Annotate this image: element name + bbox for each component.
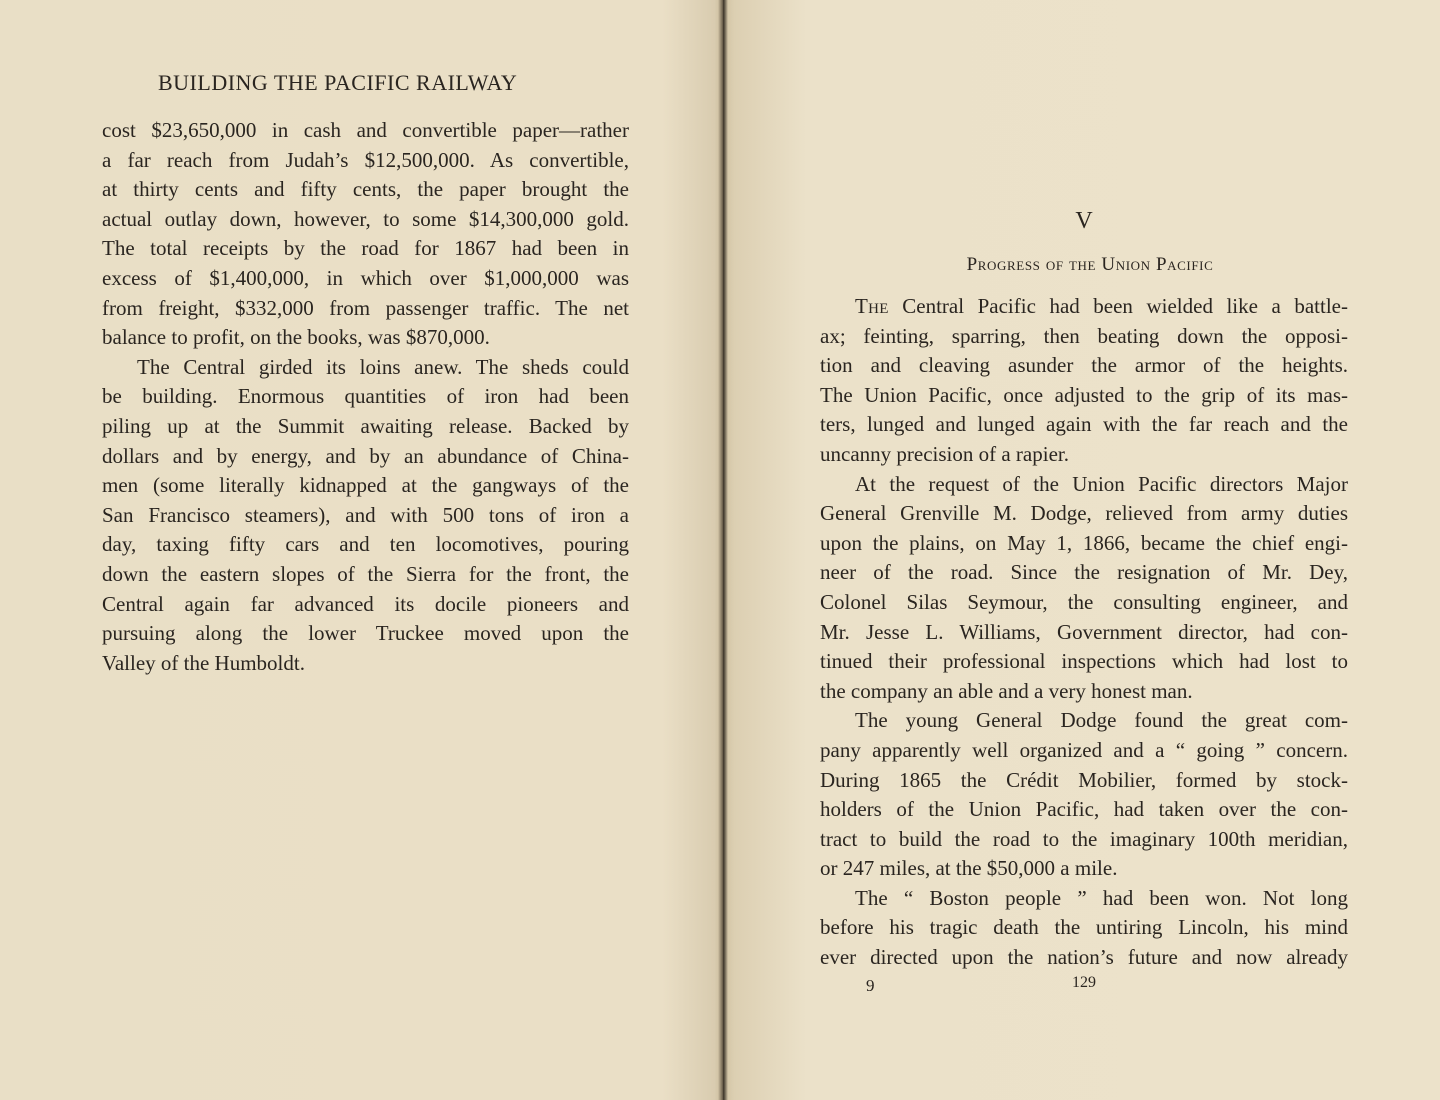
- text-line: Colonel Silas Seymour, the consulting engineer, and: [820, 589, 1348, 614]
- text-line: upon the plains, on May 1, 1866, became the chief engi-: [820, 530, 1348, 555]
- right-page-text: [820, 292, 1348, 973]
- text-line: San Francisco steamers), and with 500 tons of iron a: [102, 502, 629, 527]
- text-line: tract to build the road to the imaginary 100th meridian,: [820, 826, 1348, 851]
- text-line: actual outlay down, however, to some $14,300,000 gold.: [102, 206, 629, 231]
- text-line: [820, 292, 1348, 322]
- text-line: Mr. Jesse L. Williams, Government director, had con-: [820, 619, 1348, 644]
- text-line: holders of the Union Pacific, had taken over the con-: [820, 797, 1348, 822]
- text-line: The young General Dodge found the great com-: [855, 708, 1348, 733]
- text-line: or 247 miles, at the $50,000 a mile.: [820, 856, 1118, 881]
- text-line: the company an able and a very honest man.: [820, 678, 1193, 703]
- text-line: Valley of the Humboldt.: [102, 650, 305, 675]
- left-page: [0, 0, 718, 1100]
- text-line: ters, lunged and lunged again with the far reach and the: [820, 412, 1348, 437]
- text-line: ax; feinting, sparring, then beating down the opposi-: [820, 323, 1348, 348]
- chapter-numeral-text: V: [1075, 208, 1093, 234]
- text-line: tinued their professional inspections which had lost to: [820, 649, 1348, 674]
- text-line: men (some literally kidnapped at the gangways of the: [102, 473, 629, 498]
- text-line: excess of $1,400,000, in which over $1,000,000 was: [102, 265, 629, 290]
- text-line: pursuing along the lower Truckee moved upon the: [102, 621, 629, 646]
- running-head: BUILDING THE PACIFIC RAILWAY: [158, 70, 518, 95]
- text-line: The Central girded its loins anew. The sheds could: [137, 354, 629, 379]
- right-page: [728, 0, 1440, 1100]
- text-line: a far reach from Judah’s $12,500,000. As convertible,: [102, 147, 629, 172]
- text-line: During 1865 the Crédit Mobilier, formed by stock-: [820, 767, 1348, 792]
- text-line: dollars and by energy, and by an abundance of China-: [102, 443, 629, 468]
- text-line: be building. Enormous quantities of iron had been: [102, 384, 629, 409]
- book-gutter: [718, 0, 728, 1100]
- text-line: tion and cleaving asunder the armor of the heights.: [820, 353, 1348, 378]
- text-line: piling up at the Summit awaiting release. Backed by: [102, 413, 629, 438]
- text-line: General Grenville M. Dodge, relieved from army duties: [820, 501, 1348, 526]
- signature-mark: 9: [866, 976, 875, 995]
- line-text: Central Pacific had been wielded like a battle-: [888, 294, 1348, 318]
- text-line: neer of the road. Since the resignation of Mr. Dey,: [820, 560, 1348, 585]
- text-line: ever directed upon the nation’s future and now already: [820, 945, 1348, 970]
- chapter-numeral: [728, 208, 1440, 235]
- text-line: The “ Boston people ” had been won. Not long: [855, 885, 1348, 910]
- text-line: The total receipts by the road for 1867 had been in: [102, 236, 629, 261]
- text-line: down the eastern slopes of the Sierra for the front, the: [102, 561, 629, 586]
- text-line: balance to profit, on the books, was $870,000.: [102, 325, 490, 350]
- text-line: The Union Pacific, once adjusted to the grip of its mas-: [820, 382, 1348, 407]
- text-line: at thirty cents and fifty cents, the paper brought the: [102, 177, 629, 202]
- text-line: day, taxing fifty cars and ten locomotives, pouring: [102, 532, 629, 557]
- text-line: pany apparently well organized and a “ going ” concern.: [820, 737, 1348, 762]
- page-number: 129: [1072, 974, 1096, 991]
- opening-word: The: [855, 294, 889, 318]
- left-page-text: [102, 116, 629, 678]
- text-line: Central again far advanced its docile pioneers and: [102, 591, 629, 616]
- text-line: cost $23,650,000 in cash and convertible paper—rather: [102, 118, 629, 142]
- text-line: before his tragic death the untiring Lincoln, his mind: [820, 915, 1348, 940]
- text-line: uncanny precision of a rapier.: [820, 441, 1069, 466]
- text-line: from freight, $332,000 from passenger traffic. The net: [102, 295, 629, 320]
- chapter-title: [728, 254, 1440, 276]
- text-line: At the request of the Union Pacific directors Major: [855, 471, 1348, 496]
- chapter-title-text: Progress of the Union Pacific: [966, 254, 1214, 275]
